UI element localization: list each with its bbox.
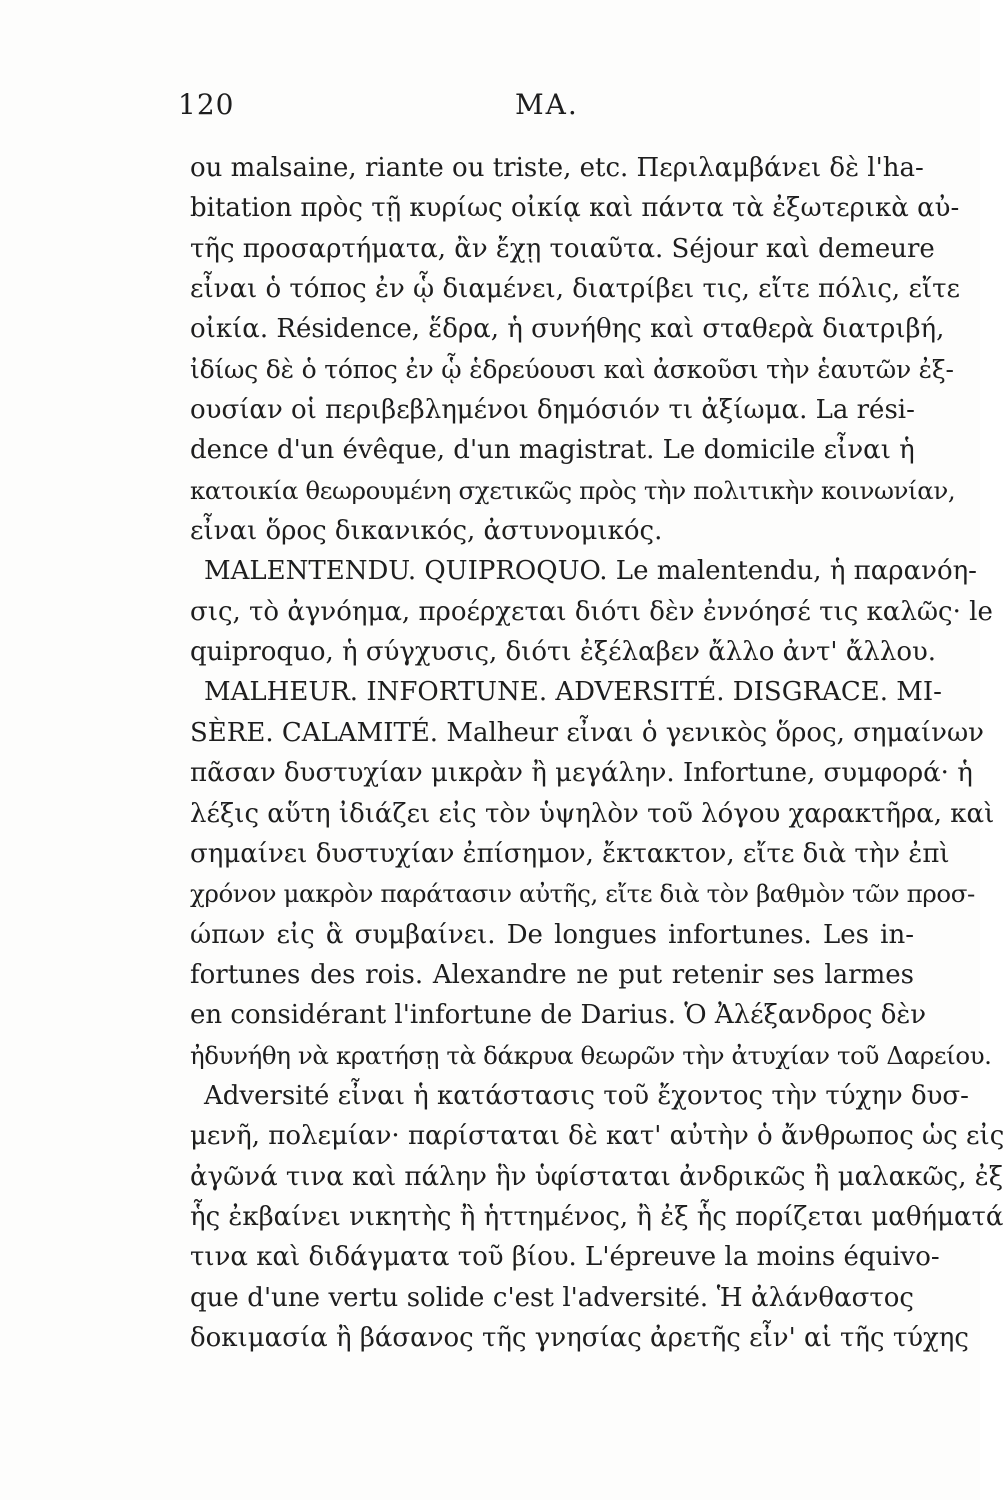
text-line: que d'une vertu solide c'est l'adversité. Ἡ ἀλάνθαστος [190, 1282, 914, 1313]
text-line: μενῆ, πολεμίαν· παρίσταται δὲ κατ' αὐτὴν ὁ ἄνθρωπος ὡς εἰς [190, 1121, 1004, 1152]
text-line: ώπων εἰς ἃ συμβαίνει. De longues infortunes. Les in- [190, 919, 914, 950]
text-line: bitation πρὸς τῇ κυρίως οἰκίᾳ καὶ πάντα τὰ ἐξωτερικὰ αὐ- [190, 193, 960, 224]
text-line: ἠδυνήθη νὰ κρατήσῃ τὰ δάκρυα θεωρῶν τὴν ἀτυχίαν τοῦ Δαρείου. [190, 1040, 992, 1070]
text-line: ἀγῶνά τινα καὶ πάλην ἣν ὑφίσταται ἀνδρικῶς ἢ μαλακῶς, ἐξ [190, 1161, 1004, 1192]
text-line: quiproquo, ἡ σύγχυσις, διότι ἐξέλαβεν ἄλλο ἀντ' ἄλλου. [190, 637, 937, 668]
text-line: SÈRE. CALAMITÉ. Malheur εἶναι ὁ γενικὸς ὅρος, σημαίνων [190, 717, 984, 748]
text-line: τινα καὶ διδάγματα τοῦ βίου. L'épreuve la moins équivo- [190, 1242, 940, 1273]
text-line: λέξις αὕτη ἰδιάζει εἰς τὸν ὑψηλὸν τοῦ λόγου χαρακτῆρα, καὶ [190, 798, 995, 829]
text-line: dence d'un évêque, d'un magistrat. Le domicile εἶναι ἡ [190, 435, 915, 466]
text-line: Adversité εἶναι ἡ κατάστασις τοῦ ἔχοντος τὴν τύχην δυσ- [204, 1080, 969, 1111]
text-line: σημαίνει δυστυχίαν ἐπίσημον, ἔκτακτον, εἴτε διὰ τὴν ἐπὶ [190, 838, 950, 869]
page-header [178, 78, 918, 128]
text-line: σις, τὸ ἀγνόημα, προέρχεται διότι δὲν ἐννόησέ τις καλῶς· le [190, 596, 993, 627]
running-head: MA. [515, 88, 579, 121]
text-line: fortunes des rois. Alexandre ne put retenir ses larmes [190, 959, 914, 990]
text-line: χρόνον μακρὸν παράτασιν αὐτῆς, εἴτε διὰ τὸν βαθμὸν τῶν προσ- [190, 879, 975, 909]
text-line: ουσίαν οἱ περιβεβλημένοι δημόσιόν τι ἀξίωμα. La rési- [190, 395, 915, 426]
entry-heading-line: MALHEUR. INFORTUNE. ADVERSITÉ. DISGRACE. MI- [204, 677, 942, 708]
text-line: εἶναι ὁ τόπος ἐν ᾧ διαμένει, διατρίβει τις, εἴτε πόλις, εἴτε [190, 274, 960, 305]
text-line: δοκιμασία ἢ βάσανος τῆς γνησίας ἀρετῆς εἶν' αἱ τῆς τύχης [190, 1322, 969, 1353]
text-line: τῆς προσαρτήματα, ἂν ἔχῃ τοιαῦτα. Séjour καὶ demeure [190, 233, 935, 264]
text-line: ἧς ἐκβαίνει νικητὴς ἢ ἡττημένος, ἢ ἐξ ἧς πορίζεται μαθήματά [190, 1201, 1004, 1232]
text-line: οἰκία. Résidence, ἕδρα, ἡ συνήθης καὶ σταθερὰ διατριβή, [190, 314, 945, 345]
text-body [190, 148, 1004, 1358]
text-line: εἶναι ὅρος δικανικός, ἀστυνομικός. [190, 516, 663, 547]
page-number: 120 [178, 88, 235, 121]
text-line: ou malsaine, riante ou triste, etc. Περιλαμβάνει δὲ l'ha- [190, 153, 924, 183]
text-line: κατοικία θεωρουμένη σχετικῶς πρὸς τὴν πολιτικὴν κοινωνίαν, [190, 475, 956, 505]
text-line: ἰδίως δὲ ὁ τόπος ἐν ᾧ ἑδρεύουσι καὶ ἀσκοῦσι τὴν ἑαυτῶν ἐξ- [190, 354, 954, 384]
entry-heading-line: MALENTENDU. QUIPROQUO. Le malentendu, ἡ παρανόη- [204, 556, 977, 587]
text-line: πᾶσαν δυστυχίαν μικρὰν ἢ μεγάλην. Infortune, συμφορά· ἡ [190, 758, 973, 789]
text-line: en considérant l'infortune de Darius. Ὁ Ἀλέξανδρος δὲν [190, 1000, 927, 1031]
